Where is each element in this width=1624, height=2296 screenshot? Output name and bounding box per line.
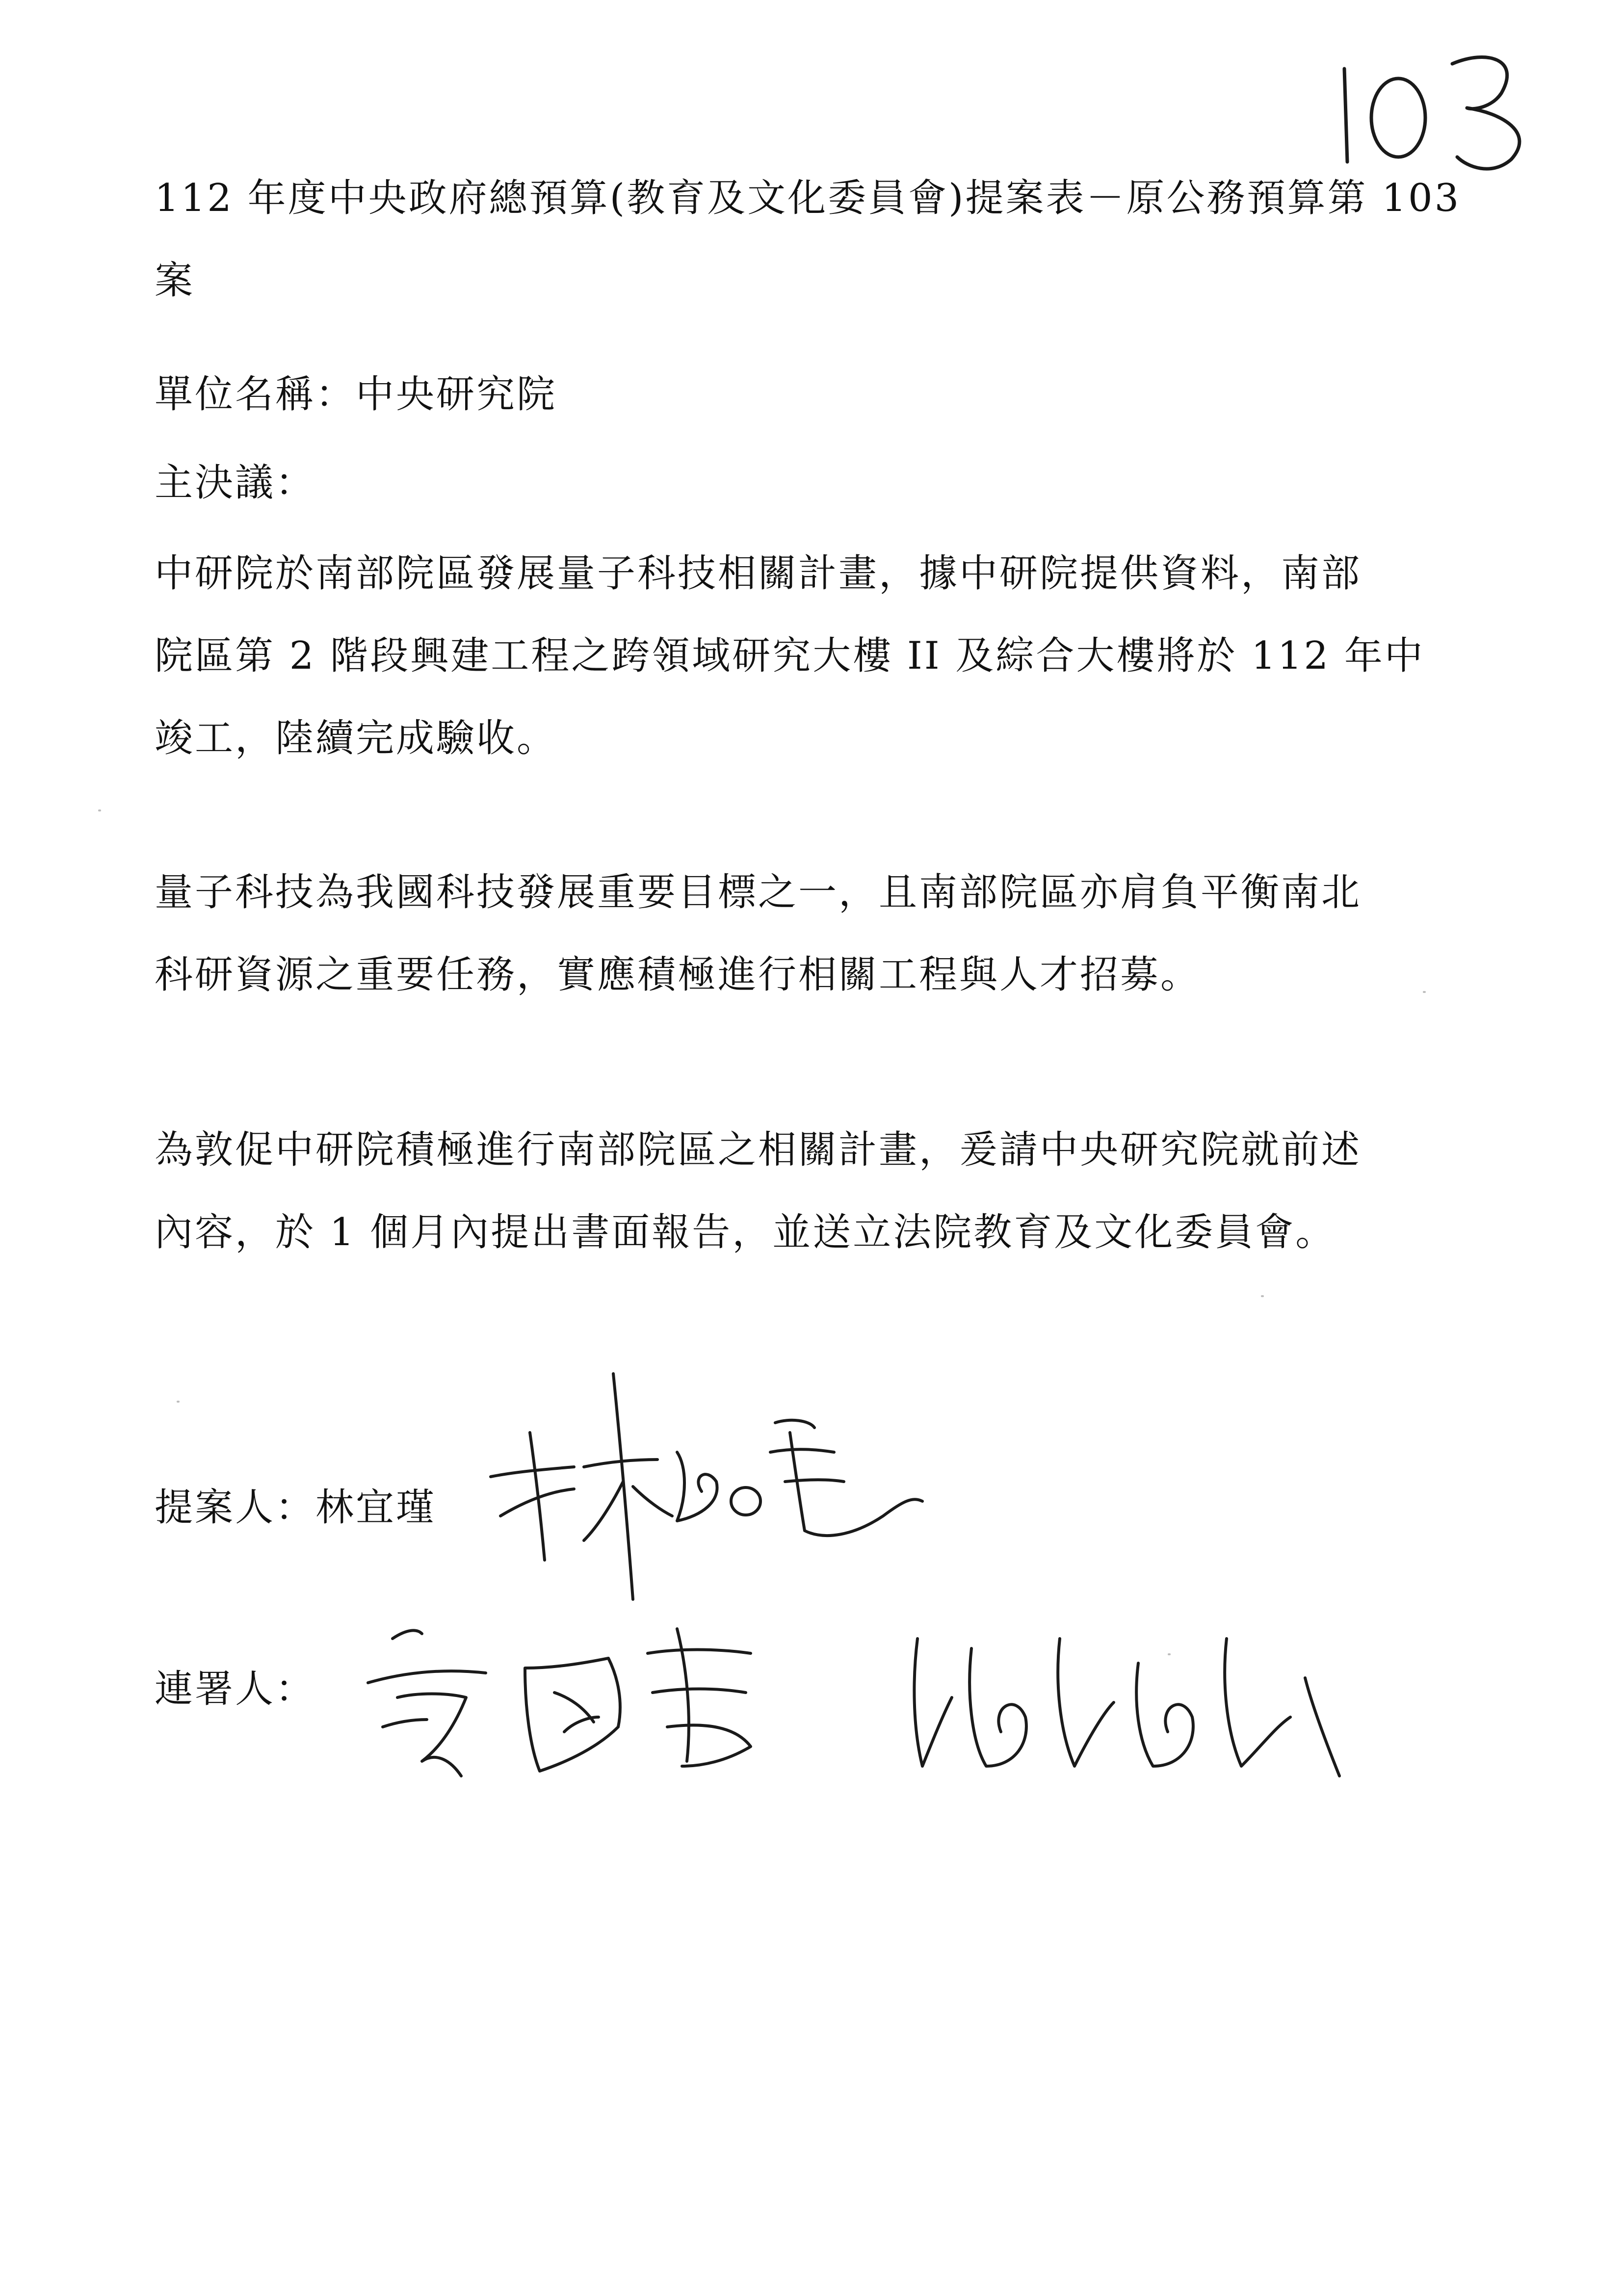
scan-speck — [177, 1401, 180, 1403]
scan-speck — [98, 809, 101, 811]
unit-name: 單位名稱：中央研究院 — [155, 372, 557, 417]
proposer-label: 提案人：林宜瑾 — [155, 1486, 437, 1530]
title-line-2: 案 — [155, 259, 195, 303]
handwritten-page-number — [1325, 39, 1550, 177]
cosigner-signature-1 — [363, 1599, 805, 1805]
paragraph-3: 為敦促中研院積極進行南部院區之相關計畫，爰請中央研究院就前述 內容，於 1 個月內提出書面報告，並送立法院教育及文化委員會。 — [155, 1128, 1362, 1254]
document-title — [155, 157, 1509, 322]
scan-speck — [1423, 991, 1426, 993]
scan-speck — [1261, 1295, 1264, 1297]
paragraph-2: 量子科技為我國科技發展重要目標之一，且南部院區亦肩負平衡南北 科研資源之重要任務，實應積極進行相關工程與人才招募。 — [155, 870, 1362, 997]
proposer-signature — [471, 1354, 981, 1609]
cosigner-label: 連署人： — [155, 1667, 316, 1711]
paragraph-1: 中研院於南部院區發展量子科技相關計畫，據中研院提供資料，南部 院區第 2 階段興建工程之跨領域研究大樓 II 及綜合大樓將於 112 年中 竣工，陸續完成驗收。 — [155, 551, 1425, 760]
title-line-1: 112 年度中央政府總預算(教育及文化委員會)提案表－原公務預算第 103 — [155, 176, 1461, 220]
scan-speck — [1168, 1653, 1171, 1655]
cosigner-signature-2 — [903, 1619, 1403, 1786]
main-resolution-label: 主決議： — [155, 461, 316, 505]
